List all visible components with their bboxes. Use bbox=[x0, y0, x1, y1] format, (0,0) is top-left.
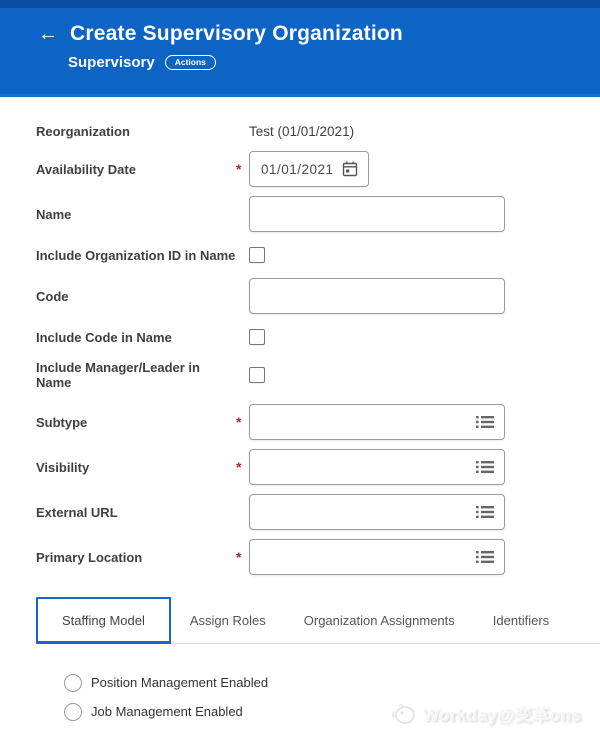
field-row-reorganization bbox=[36, 123, 600, 140]
date-value: 01/01/2021 bbox=[261, 161, 334, 177]
availability-date-input[interactable] bbox=[249, 151, 369, 187]
field-row-code bbox=[36, 278, 600, 314]
create-org-form bbox=[0, 97, 600, 575]
field-label: Include Manager/Leader in Name bbox=[36, 360, 200, 390]
visibility-input[interactable] bbox=[249, 449, 505, 485]
organization-subtitle: Supervisory bbox=[68, 54, 155, 71]
option-job-management bbox=[64, 702, 600, 721]
subtype-input[interactable] bbox=[249, 404, 505, 440]
page-header bbox=[0, 0, 600, 97]
include-code-checkbox[interactable] bbox=[249, 329, 265, 345]
required-marker: * bbox=[236, 414, 242, 430]
field-row-name bbox=[36, 196, 600, 232]
name-input[interactable] bbox=[249, 196, 505, 232]
required-marker: * bbox=[236, 549, 242, 565]
prompt-list-icon[interactable] bbox=[475, 459, 495, 475]
field-label: Visibility bbox=[36, 459, 90, 475]
field-label: Name bbox=[36, 206, 72, 222]
staffing-model-options bbox=[64, 673, 600, 721]
field-row-subtype bbox=[36, 404, 600, 440]
prompt-list-icon[interactable] bbox=[475, 414, 495, 430]
back-arrow-icon[interactable]: ← bbox=[38, 23, 58, 45]
field-label: Reorganization bbox=[36, 124, 130, 139]
tab-identifiers[interactable]: Identifiers bbox=[492, 612, 550, 628]
primary-location-input[interactable] bbox=[249, 539, 505, 575]
include-manager-checkbox[interactable] bbox=[249, 367, 265, 383]
field-row-availability-date bbox=[36, 151, 600, 187]
field-row-external-url bbox=[36, 494, 600, 530]
prompt-list-icon[interactable] bbox=[475, 504, 495, 520]
field-label: Availability Date bbox=[36, 161, 136, 177]
field-row-include-code bbox=[36, 328, 600, 346]
field-label: Primary Location bbox=[36, 549, 143, 565]
watermark-text: Workday@变革ons bbox=[423, 706, 582, 725]
external-url-input[interactable] bbox=[249, 494, 505, 530]
field-row-visibility bbox=[36, 449, 600, 485]
reorganization-value: Test (01/01/2021) bbox=[249, 124, 355, 139]
prompt-list-icon[interactable] bbox=[475, 549, 495, 565]
tab-organization-assignments[interactable]: Organization Assignments bbox=[303, 612, 455, 628]
option-label: Position Management Enabled bbox=[91, 675, 269, 690]
field-row-primary-location bbox=[36, 539, 600, 575]
option-label: Job Management Enabled bbox=[91, 704, 243, 719]
page-title: Create Supervisory Organization bbox=[70, 22, 403, 45]
field-label: Subtype bbox=[36, 414, 88, 430]
field-label: External URL bbox=[36, 504, 118, 520]
option-position-management bbox=[64, 673, 600, 692]
actions-button[interactable]: Actions bbox=[165, 55, 216, 70]
required-marker: * bbox=[236, 161, 242, 177]
calendar-icon[interactable] bbox=[341, 160, 359, 178]
code-input[interactable] bbox=[249, 278, 505, 314]
field-label: Include Organization ID in Name bbox=[36, 247, 236, 263]
field-label: Include Code in Name bbox=[36, 329, 172, 345]
job-management-radio[interactable] bbox=[64, 703, 82, 721]
tab-staffing-model[interactable]: Staffing Model bbox=[36, 597, 171, 644]
tab-assign-roles[interactable]: Assign Roles bbox=[189, 612, 266, 628]
include-org-id-checkbox[interactable] bbox=[249, 247, 265, 263]
field-row-include-org-id bbox=[36, 246, 600, 264]
tab-bar bbox=[36, 597, 600, 644]
field-row-include-manager bbox=[36, 360, 600, 390]
field-label: Code bbox=[36, 288, 69, 304]
required-marker: * bbox=[236, 459, 242, 475]
position-management-radio[interactable] bbox=[64, 674, 82, 692]
